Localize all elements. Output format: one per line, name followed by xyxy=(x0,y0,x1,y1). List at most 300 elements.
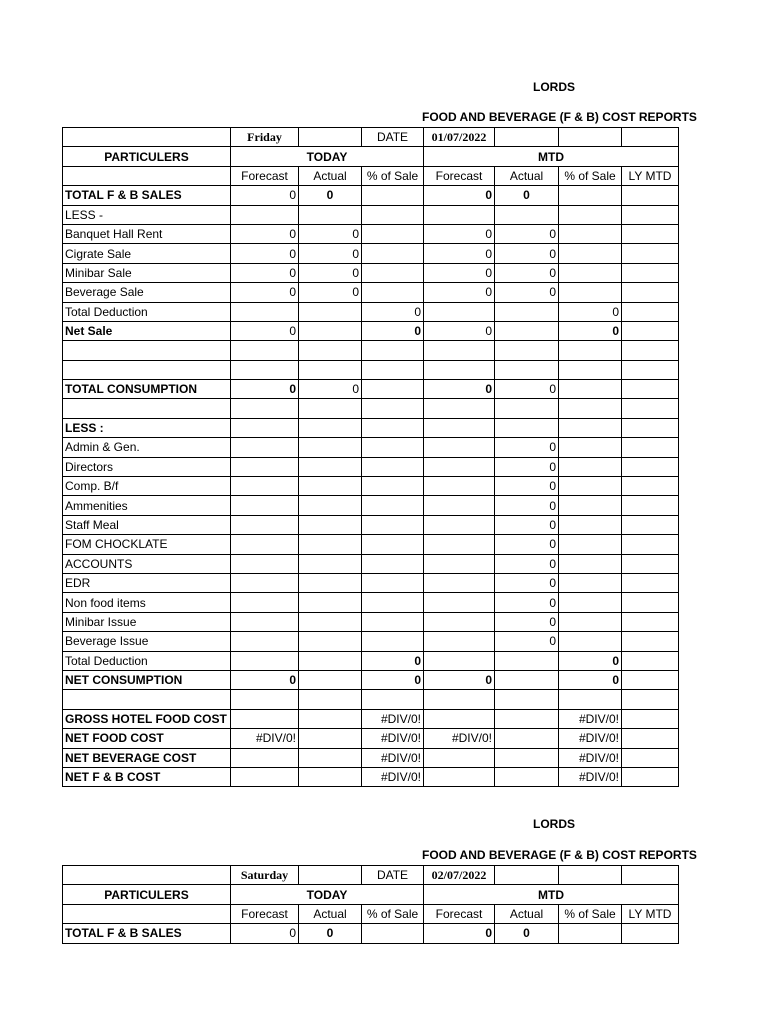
ly-mtd-cell xyxy=(622,418,679,437)
mtd-actual-cell: 0 xyxy=(495,224,559,243)
mtd-actual-cell xyxy=(495,321,559,340)
mtd-pct-of-sale-cell xyxy=(559,612,622,631)
mtd-actual-cell xyxy=(495,341,559,360)
today-forecast-cell xyxy=(231,612,299,631)
row-label: NET BEVERAGE COST xyxy=(63,748,231,767)
cost-report-table-2 xyxy=(62,865,679,944)
today-pct-of-sale-cell xyxy=(362,924,424,943)
ly-mtd-cell xyxy=(622,612,679,631)
ly-mtd-cell xyxy=(622,244,679,263)
mtd-forecast-cell xyxy=(424,632,495,651)
mtd-actual-cell: 0 xyxy=(495,554,559,573)
mtd-actual-cell: 0 xyxy=(495,244,559,263)
today-actual-cell xyxy=(299,729,362,748)
particulars-header: PARTICULERS xyxy=(63,147,231,166)
blank-cell xyxy=(622,128,679,147)
today-pct-of-sale-cell: #DIV/0! xyxy=(362,767,424,786)
today-actual-cell xyxy=(299,612,362,631)
today-forecast-cell xyxy=(231,554,299,573)
blank-cell xyxy=(63,904,231,923)
table-row xyxy=(63,186,679,205)
table-row xyxy=(63,748,679,767)
row-label xyxy=(63,690,231,709)
blank-cell xyxy=(299,128,362,147)
row-label: Cigrate Sale xyxy=(63,244,231,263)
mtd-pct-of-sale-cell xyxy=(559,632,622,651)
mtd-actual-cell: 0 xyxy=(495,924,559,943)
mtd-forecast-cell: 0 xyxy=(424,224,495,243)
mtd-forecast-cell xyxy=(424,477,495,496)
today-actual-cell xyxy=(299,709,362,728)
mtd-pct-of-sale-cell xyxy=(559,515,622,534)
mtd-pct-of-sale-cell xyxy=(559,186,622,205)
mtd-forecast-cell xyxy=(424,612,495,631)
mtd-pct-of-sale-cell xyxy=(559,496,622,515)
today-pct-of-sale-cell xyxy=(362,186,424,205)
ly-mtd-cell xyxy=(622,924,679,943)
ly-mtd-cell xyxy=(622,690,679,709)
mtd-forecast-cell xyxy=(424,535,495,554)
row-label xyxy=(63,399,231,418)
mtd-forecast-cell: #DIV/0! xyxy=(424,729,495,748)
ly-mtd-cell xyxy=(622,748,679,767)
mtd-forecast-cell xyxy=(424,554,495,573)
mtd-pct-of-sale-cell xyxy=(559,341,622,360)
today-actual-cell: 0 xyxy=(299,263,362,282)
mtd-forecast-cell xyxy=(424,651,495,670)
today-actual-cell: 0 xyxy=(299,186,362,205)
mtd-forecast-cell xyxy=(424,515,495,534)
today-pct-header: % of Sale xyxy=(362,166,424,185)
row-label: NET CONSUMPTION xyxy=(63,670,231,689)
table-row xyxy=(63,399,679,418)
ly-mtd-cell xyxy=(622,438,679,457)
mtd-actual-header: Actual xyxy=(495,166,559,185)
today-pct-of-sale-cell xyxy=(362,244,424,263)
mtd-pct-header: % of Sale xyxy=(559,904,622,923)
ly-mtd-cell xyxy=(622,593,679,612)
today-pct-header: % of Sale xyxy=(362,904,424,923)
ly-mtd-cell xyxy=(622,535,679,554)
row-label xyxy=(63,360,231,379)
ly-mtd-cell xyxy=(622,283,679,302)
mtd-pct-of-sale-cell xyxy=(559,535,622,554)
ly-mtd-cell xyxy=(622,496,679,515)
mtd-actual-cell: 0 xyxy=(495,612,559,631)
blank-cell xyxy=(63,166,231,185)
row-label: Ammenities xyxy=(63,496,231,515)
ly-mtd-cell xyxy=(622,554,679,573)
date-value: 01/07/2022 xyxy=(424,128,495,147)
mtd-actual-cell: 0 xyxy=(495,535,559,554)
ly-mtd-cell xyxy=(622,205,679,224)
today-header: TODAY xyxy=(231,147,424,166)
mtd-forecast-cell xyxy=(424,748,495,767)
mtd-actual-cell: 0 xyxy=(495,573,559,592)
row-label: Total Deduction xyxy=(63,651,231,670)
mtd-actual-cell: 0 xyxy=(495,632,559,651)
ly-mtd-cell xyxy=(622,632,679,651)
today-pct-of-sale-cell xyxy=(362,535,424,554)
row-label: Staff Meal xyxy=(63,515,231,534)
mtd-forecast-cell xyxy=(424,399,495,418)
today-actual-cell xyxy=(299,341,362,360)
ly-mtd-cell xyxy=(622,302,679,321)
table-row xyxy=(63,263,679,282)
mtd-actual-cell: 0 xyxy=(495,593,559,612)
today-pct-of-sale-cell xyxy=(362,457,424,476)
today-forecast-cell: 0 xyxy=(231,224,299,243)
today-pct-of-sale-cell xyxy=(362,205,424,224)
today-actual-cell xyxy=(299,496,362,515)
mtd-pct-header: % of Sale xyxy=(559,166,622,185)
today-pct-of-sale-cell xyxy=(362,380,424,399)
today-forecast-cell xyxy=(231,593,299,612)
row-label: TOTAL CONSUMPTION xyxy=(63,380,231,399)
today-forecast-cell xyxy=(231,690,299,709)
table-row xyxy=(63,593,679,612)
today-forecast-cell: 0 xyxy=(231,924,299,943)
table-row xyxy=(63,632,679,651)
mtd-forecast-cell xyxy=(424,709,495,728)
mtd-forecast-cell: 0 xyxy=(424,321,495,340)
today-actual-header: Actual xyxy=(299,166,362,185)
today-actual-cell xyxy=(299,321,362,340)
table-row xyxy=(63,670,679,689)
row-label: LESS - xyxy=(63,205,231,224)
today-pct-of-sale-cell: 0 xyxy=(362,321,424,340)
ly-mtd-cell xyxy=(622,263,679,282)
row-label: Comp. B/f xyxy=(63,477,231,496)
mtd-actual-cell xyxy=(495,748,559,767)
today-forecast-cell: 0 xyxy=(231,670,299,689)
ly-mtd-cell xyxy=(622,224,679,243)
today-forecast-cell xyxy=(231,341,299,360)
table-row xyxy=(63,341,679,360)
table-row xyxy=(63,302,679,321)
row-label: EDR xyxy=(63,573,231,592)
mtd-pct-of-sale-cell: 0 xyxy=(559,321,622,340)
mtd-header: MTD xyxy=(424,147,679,166)
today-actual-cell xyxy=(299,748,362,767)
mtd-pct-of-sale-cell xyxy=(559,244,622,263)
mtd-actual-cell: 0 xyxy=(495,186,559,205)
ly-mtd-cell xyxy=(622,399,679,418)
today-forecast-cell: 0 xyxy=(231,321,299,340)
table-row xyxy=(63,690,679,709)
report-body xyxy=(63,186,679,787)
table-row xyxy=(63,612,679,631)
row-label: Beverage Issue xyxy=(63,632,231,651)
row-label xyxy=(63,341,231,360)
blank-cell xyxy=(559,128,622,147)
mtd-pct-of-sale-cell xyxy=(559,224,622,243)
today-pct-of-sale-cell xyxy=(362,593,424,612)
mtd-forecast-cell xyxy=(424,418,495,437)
company-name: LORDS xyxy=(533,80,575,94)
today-pct-of-sale-cell xyxy=(362,477,424,496)
mtd-forecast-cell: 0 xyxy=(424,263,495,282)
mtd-pct-of-sale-cell xyxy=(559,438,622,457)
today-forecast-cell xyxy=(231,573,299,592)
mtd-actual-cell: 0 xyxy=(495,496,559,515)
table-row xyxy=(63,554,679,573)
today-forecast-cell xyxy=(231,496,299,515)
table-row xyxy=(63,651,679,670)
today-pct-of-sale-cell xyxy=(362,438,424,457)
report-body xyxy=(63,924,679,943)
table-row xyxy=(63,729,679,748)
mtd-actual-cell xyxy=(495,767,559,786)
ly-mtd-cell xyxy=(622,477,679,496)
table-row xyxy=(63,477,679,496)
row-label: NET F & B COST xyxy=(63,767,231,786)
ly-mtd-cell xyxy=(622,457,679,476)
mtd-actual-cell xyxy=(495,651,559,670)
today-actual-cell xyxy=(299,554,362,573)
today-actual-cell xyxy=(299,632,362,651)
header-row-sections xyxy=(63,147,679,166)
blank-cell xyxy=(495,866,559,885)
ly-mtd-cell xyxy=(622,709,679,728)
mtd-pct-of-sale-cell xyxy=(559,477,622,496)
today-forecast-cell xyxy=(231,651,299,670)
today-actual-cell xyxy=(299,457,362,476)
header-row-columns xyxy=(63,166,679,185)
table-row xyxy=(63,573,679,592)
header-row-sections xyxy=(63,885,679,904)
today-pct-of-sale-cell xyxy=(362,283,424,302)
mtd-pct-of-sale-cell xyxy=(559,283,622,302)
mtd-pct-of-sale-cell xyxy=(559,924,622,943)
today-forecast-cell: 0 xyxy=(231,244,299,263)
mtd-actual-cell xyxy=(495,360,559,379)
today-forecast-cell xyxy=(231,709,299,728)
today-pct-of-sale-cell xyxy=(362,263,424,282)
mtd-actual-cell xyxy=(495,399,559,418)
mtd-forecast-cell: 0 xyxy=(424,924,495,943)
mtd-forecast-cell xyxy=(424,205,495,224)
date-label: DATE xyxy=(362,866,424,885)
row-label: Non food items xyxy=(63,593,231,612)
mtd-forecast-cell xyxy=(424,496,495,515)
today-pct-of-sale-cell: 0 xyxy=(362,651,424,670)
mtd-forecast-cell xyxy=(424,457,495,476)
row-label: Beverage Sale xyxy=(63,283,231,302)
ly-mtd-cell xyxy=(622,767,679,786)
mtd-forecast-cell xyxy=(424,360,495,379)
table-row xyxy=(63,244,679,263)
mtd-pct-of-sale-cell xyxy=(559,399,622,418)
today-forecast-cell xyxy=(231,535,299,554)
today-actual-cell xyxy=(299,205,362,224)
mtd-pct-of-sale-cell xyxy=(559,380,622,399)
row-label: LESS : xyxy=(63,418,231,437)
today-forecast-cell xyxy=(231,748,299,767)
blank-cell xyxy=(299,866,362,885)
ly-mtd-cell xyxy=(622,729,679,748)
report-title: FOOD AND BEVERAGE (F & B) COST REPORTS xyxy=(422,110,697,124)
ly-mtd-cell xyxy=(622,380,679,399)
table-row xyxy=(63,321,679,340)
today-pct-of-sale-cell xyxy=(362,341,424,360)
today-forecast-cell xyxy=(231,457,299,476)
row-label: Net Sale xyxy=(63,321,231,340)
row-label: GROSS HOTEL FOOD COST xyxy=(63,709,231,728)
mtd-forecast-cell xyxy=(424,593,495,612)
header-row-date xyxy=(63,866,679,885)
header-row-date xyxy=(63,128,679,147)
today-forecast-cell: #DIV/0! xyxy=(231,729,299,748)
table-row xyxy=(63,418,679,437)
company-name-2: LORDS xyxy=(533,817,575,831)
today-actual-cell xyxy=(299,438,362,457)
mtd-forecast-cell xyxy=(424,438,495,457)
ly-mtd-cell xyxy=(622,670,679,689)
mtd-actual-cell: 0 xyxy=(495,438,559,457)
today-actual-cell: 0 xyxy=(299,924,362,943)
row-label: TOTAL F & B SALES xyxy=(63,186,231,205)
ly-mtd-cell xyxy=(622,186,679,205)
today-pct-of-sale-cell xyxy=(362,573,424,592)
mtd-pct-of-sale-cell: 0 xyxy=(559,651,622,670)
mtd-pct-of-sale-cell xyxy=(559,457,622,476)
mtd-pct-of-sale-cell: #DIV/0! xyxy=(559,709,622,728)
mtd-header: MTD xyxy=(424,885,679,904)
row-label: NET FOOD COST xyxy=(63,729,231,748)
today-pct-of-sale-cell xyxy=(362,360,424,379)
mtd-pct-of-sale-cell xyxy=(559,205,622,224)
mtd-actual-cell: 0 xyxy=(495,380,559,399)
mtd-actual-cell: 0 xyxy=(495,283,559,302)
mtd-pct-of-sale-cell: #DIV/0! xyxy=(559,767,622,786)
cost-report-table xyxy=(62,127,679,787)
day-cell: Friday xyxy=(231,128,299,147)
report-title-2: FOOD AND BEVERAGE (F & B) COST REPORTS xyxy=(422,848,697,862)
today-forecast-cell xyxy=(231,477,299,496)
row-label: Minibar Sale xyxy=(63,263,231,282)
today-pct-of-sale-cell xyxy=(362,224,424,243)
today-forecast-cell xyxy=(231,438,299,457)
today-forecast-cell xyxy=(231,360,299,379)
mtd-forecast-cell xyxy=(424,767,495,786)
ly-mtd-cell xyxy=(622,515,679,534)
ly-mtd-cell xyxy=(622,573,679,592)
table-row xyxy=(63,767,679,786)
date-label: DATE xyxy=(362,128,424,147)
today-actual-cell: 0 xyxy=(299,380,362,399)
mtd-pct-of-sale-cell xyxy=(559,263,622,282)
ly-mtd-cell xyxy=(622,360,679,379)
today-pct-of-sale-cell: #DIV/0! xyxy=(362,748,424,767)
mtd-forecast-cell: 0 xyxy=(424,283,495,302)
particulars-header: PARTICULERS xyxy=(63,885,231,904)
today-actual-cell: 0 xyxy=(299,244,362,263)
today-pct-of-sale-cell xyxy=(362,612,424,631)
mtd-actual-cell xyxy=(495,418,559,437)
today-pct-of-sale-cell xyxy=(362,554,424,573)
table-row xyxy=(63,438,679,457)
table-row xyxy=(63,515,679,534)
date-value: 02/07/2022 xyxy=(424,866,495,885)
mtd-actual-header: Actual xyxy=(495,904,559,923)
mtd-actual-cell xyxy=(495,729,559,748)
ly-mtd-header: LY MTD xyxy=(622,904,679,923)
today-pct-of-sale-cell xyxy=(362,515,424,534)
table-row xyxy=(63,709,679,728)
mtd-actual-cell: 0 xyxy=(495,477,559,496)
today-actual-cell xyxy=(299,651,362,670)
row-label: ACCOUNTS xyxy=(63,554,231,573)
today-pct-of-sale-cell: #DIV/0! xyxy=(362,709,424,728)
row-label: Total Deduction xyxy=(63,302,231,321)
mtd-actual-cell: 0 xyxy=(495,263,559,282)
today-actual-cell xyxy=(299,302,362,321)
mtd-forecast-cell xyxy=(424,341,495,360)
mtd-actual-cell xyxy=(495,690,559,709)
today-forecast-cell xyxy=(231,302,299,321)
blank-cell xyxy=(559,866,622,885)
mtd-forecast-cell: 0 xyxy=(424,670,495,689)
table-row xyxy=(63,924,679,943)
today-forecast-cell: 0 xyxy=(231,380,299,399)
today-forecast-cell xyxy=(231,632,299,651)
today-pct-of-sale-cell: 0 xyxy=(362,670,424,689)
row-label: Banquet Hall Rent xyxy=(63,224,231,243)
mtd-forecast-cell xyxy=(424,573,495,592)
today-header: TODAY xyxy=(231,885,424,904)
blank-cell xyxy=(63,128,231,147)
row-label: FOM CHOCKLATE xyxy=(63,535,231,554)
row-label: Minibar Issue xyxy=(63,612,231,631)
mtd-actual-cell xyxy=(495,205,559,224)
today-forecast-cell: 0 xyxy=(231,263,299,282)
today-actual-cell xyxy=(299,573,362,592)
day-cell: Saturday xyxy=(231,866,299,885)
mtd-pct-of-sale-cell xyxy=(559,418,622,437)
mtd-pct-of-sale-cell xyxy=(559,593,622,612)
today-actual-cell xyxy=(299,593,362,612)
today-forecast-cell: 0 xyxy=(231,186,299,205)
mtd-forecast-cell: 0 xyxy=(424,186,495,205)
mtd-pct-of-sale-cell xyxy=(559,573,622,592)
table-row xyxy=(63,496,679,515)
today-pct-of-sale-cell: 0 xyxy=(362,302,424,321)
mtd-forecast-cell: 0 xyxy=(424,244,495,263)
today-actual-cell xyxy=(299,535,362,554)
today-forecast-header: Forecast xyxy=(231,166,299,185)
today-actual-cell: 0 xyxy=(299,224,362,243)
mtd-pct-of-sale-cell: 0 xyxy=(559,670,622,689)
table-row xyxy=(63,535,679,554)
mtd-pct-of-sale-cell: 0 xyxy=(559,302,622,321)
today-actual-cell xyxy=(299,690,362,709)
today-actual-header: Actual xyxy=(299,904,362,923)
table-row xyxy=(63,380,679,399)
today-forecast-cell xyxy=(231,205,299,224)
mtd-forecast-cell: 0 xyxy=(424,380,495,399)
mtd-pct-of-sale-cell: #DIV/0! xyxy=(559,729,622,748)
ly-mtd-cell xyxy=(622,321,679,340)
mtd-actual-cell xyxy=(495,670,559,689)
ly-mtd-cell xyxy=(622,651,679,670)
mtd-actual-cell: 0 xyxy=(495,457,559,476)
today-pct-of-sale-cell xyxy=(362,418,424,437)
mtd-pct-of-sale-cell xyxy=(559,554,622,573)
today-actual-cell xyxy=(299,477,362,496)
mtd-forecast-cell xyxy=(424,690,495,709)
today-pct-of-sale-cell xyxy=(362,690,424,709)
